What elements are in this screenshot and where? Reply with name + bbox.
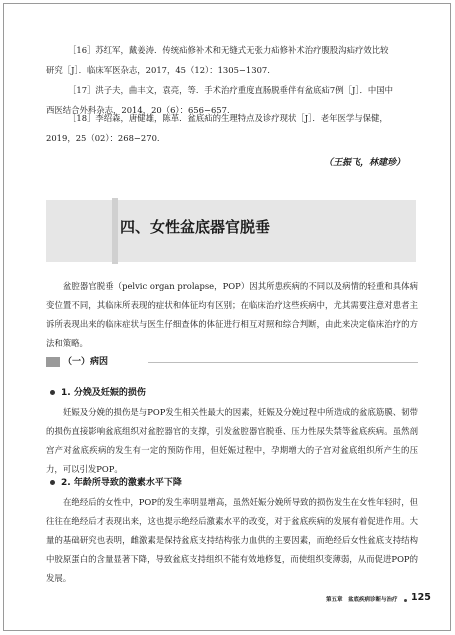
footer-chapter: 第五章 盆底疾病诊断与治疗 — [326, 597, 398, 603]
reference-17-line1: ［17］洪子夫，曲丰文，袁亮，等．手术治疗重度直肠脱垂伴有盆底疝7例［J］．中国中 — [68, 85, 394, 95]
section-title: 四、女性盆底器官脱垂 — [120, 218, 271, 236]
subsection-heading-2 — [50, 476, 182, 490]
reference-18 — [46, 108, 418, 148]
subsection-heading-1-text: 1. 分娩及妊娠的损伤 — [61, 388, 146, 398]
bullet-icon — [50, 390, 55, 395]
subsection-heading-1 — [50, 386, 146, 400]
intro-paragraph: 盆腔器官脱垂（pelvic organ prolapse，POP）因其所患疾病的不同以及病情的轻重和具体病变位置不同，其临床所表现的症状和体征均有区别；在临床治疗这些疾病中，尤其需要注意对患者主诉所表现出来的临床症状与医生仔细查体的体征进行相互对照和综合判断，由此来决定临床治疗的方法和策略。 — [46, 281, 418, 348]
section-heading — [46, 355, 418, 369]
section-label: （一）病因 — [63, 357, 109, 367]
author-signature: （王振飞，林建珍） — [323, 158, 405, 168]
footer-dot-icon — [404, 599, 407, 602]
bullet-icon — [50, 480, 55, 485]
reference-17-line2: 西医结合外科杂志，2014，20（6）：656−657. — [46, 105, 230, 115]
reference-16-line2: 研究［J］．临床军医杂志，2017，45（12）：1305−1307. — [46, 65, 270, 75]
section-rule — [148, 362, 418, 363]
page-footer — [0, 592, 455, 608]
reference-16-line1: ［16］苏红军，戴姜涛．传统疝修补术和无缝式无张力疝修补术治疗腹股沟疝疗效比较 — [68, 45, 389, 55]
subsection-paragraph-1: 妊娠及分娩的损伤是与POP发生相关性最大的因素，妊娠及分娩过程中所造成的盆底筋膜、韧带的损伤直接影响盆底组织对盆腔器官的支撑，引发盆腔器官脱垂、压力性尿失禁等盆底疾病。虽然剖宫产对盆底疾病的发生有一定的预防作用，但妊娠过程中，孕期增大的子宫对盆底组织所产生的压力，可以引发POP。 — [46, 407, 418, 474]
page-number: 125 — [411, 592, 431, 603]
section-marker-icon — [46, 357, 60, 367]
subsection-paragraph-2: 在绝经后的女性中，POP的发生率明显增高，虽然妊娠分娩所导致的损伤发生在女性年轻时，但往往在绝经后才表现出来，这也提示绝经后激素水平的改变，对于盆底疾病的发展有着促进作用。大量的基础研究也表明，雌激素是保持盆底支持结构张力血供的主要因素，而绝经后女性盆底支持结构中胶原蛋白的含量显著下降，导致盆底支持组织不能有效地修复，而使组织变薄弱，从而促进POP的发展。 — [46, 497, 418, 583]
reference-18-line2: 2019，25（02）：268−270. — [46, 133, 160, 143]
chapter-banner-edge — [112, 198, 118, 264]
subsection-heading-2-text: 2. 年龄所导致的激素水平下降 — [61, 478, 182, 488]
reference-16 — [46, 40, 418, 80]
reference-18-line1: ［18］李绍森，唐健雄，陈革．盆底疝的生理特点及诊疗现状［J］．老年医学与保健， — [68, 113, 388, 123]
